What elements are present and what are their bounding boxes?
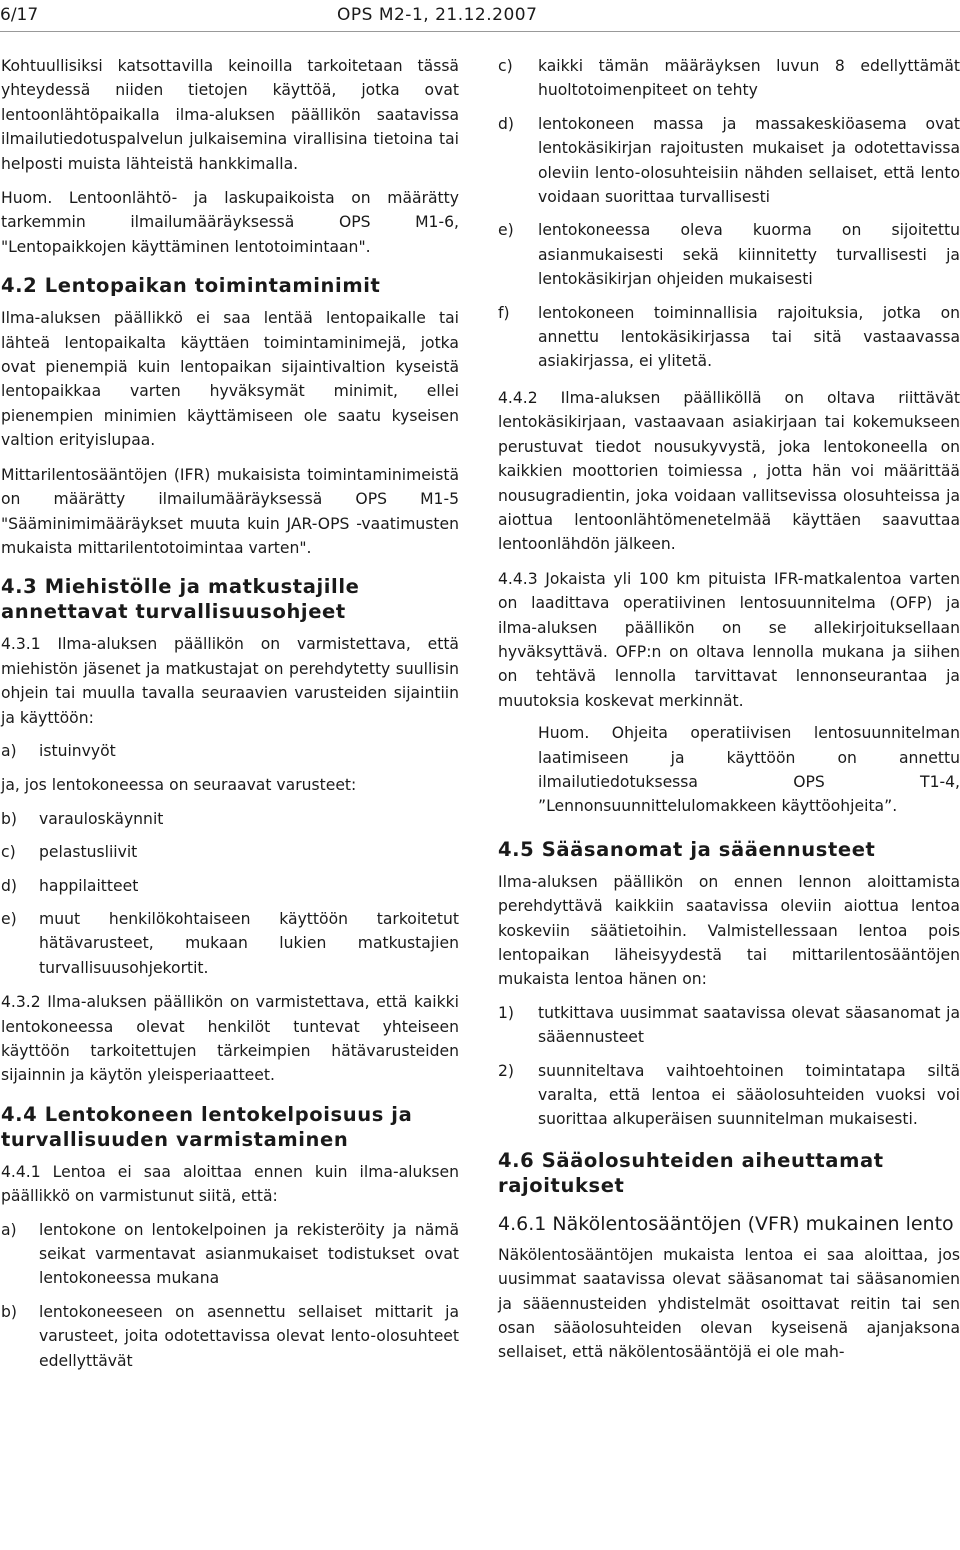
- heading-4-3: 4.3 Miehistölle ja matkustajille annettavat turvallisuusohjeet: [1, 575, 360, 624]
- page-header: [0, 2, 960, 30]
- list-label: d): [498, 114, 514, 133]
- list-text: muut henkilökohtaiseen käyttöön tarkoitetut hätävarusteet, mukaan lukien matkustajien turvallisuusohjekortit.: [39, 909, 459, 977]
- paragraph-4-4-1: 4.4.1 Lentoa ei saa aloittaa ennen kuin ilma-aluksen päällikkö on varmistunut siitä, että:: [1, 1162, 459, 1206]
- list-item-airworthy: [1, 1218, 459, 1291]
- list-text: varauloskäynnit: [39, 809, 164, 828]
- list-label: d): [1, 876, 17, 895]
- heading-4-4: 4.4 Lentokoneen lentokelpoisuus ja turvallisuuden varmistaminen: [1, 1102, 413, 1151]
- list-text: lentokone on lentokelpoinen ja rekisteröity ja nämä seikat varmentavat asianmukaiset todistukset ovat lentokoneessa mukana: [39, 1220, 459, 1288]
- paragraph-equipment-intro: ja, jos lentokoneessa on seuraavat varusteet:: [1, 776, 357, 795]
- list-text: lentokoneen massa ja massakeskiöasema ovat lentokäsikirjan rajoitusten mukaiset ja odotettavissa oleviin lento-olosuhteisiin nähden sellaiset, että lento voidaan suorittaa turvallisesti: [538, 114, 960, 207]
- heading-4-6-1: 4.6.1 Näkölentosääntöjen (VFR) mukainen lento: [498, 1212, 954, 1235]
- paragraph-4-3-2: 4.3.2 Ilma-aluksen päällikön on varmistettava, että kaikki lentokoneessa olevat henkilöt tuntevat yhteiseen käyttöön tarkoitettujen tärkeimpien hätävarusteiden sijainnin ja käytön yleisperiaatteet.: [1, 993, 459, 1085]
- list-text: lentokoneessa oleva kuorma on sijoitettu asianmukaisesti sekä kiinnitetty turvallisesti ja lentokäsikirjan ohjeiden mukaisesti: [538, 221, 960, 289]
- list-item-load: [498, 218, 960, 291]
- list-item-mass: [498, 112, 960, 210]
- list-item-maintenance: [498, 54, 960, 103]
- paragraph-4-6-1: Näkölentosääntöjen mukaista lentoa ei saa aloittaa, jos uusimmat saatavissa olevat sääsanomat tai sääsanomien ja sääennusteiden yhdistelmät osoittavat reitin tai sen osan sääolosuhteiden olevan kyseisenä ajanjaksona sellaiset, että näkölentosääntöjä ei ole mah-: [498, 1245, 960, 1362]
- list-item-instruments: [1, 1300, 459, 1373]
- list-item-1: [498, 1001, 960, 1050]
- list-label: c): [1, 843, 16, 862]
- list-text: suunniteltava vaihtoehtoinen toimintatapa siltä varalta, että lentoa ei sääolosuhteiden vuoksi voi suorittaa alkuperäisen suunnitelman mukaisesti.: [538, 1061, 960, 1129]
- list-item-c: [1, 840, 459, 864]
- list-label: e): [498, 221, 514, 240]
- list-label: e): [1, 909, 17, 928]
- list-item-a: [1, 739, 459, 763]
- paragraph-4-2-b: Mittarilentosääntöjen (IFR) mukaisista toimintaminimeistä on määrätty ilmailumääräyksessä OPS M1-5 "Sääminimimääräykset muuta kuin JAR-OPS -vaatimusten mukaista mittarilentotoimintaa varten".: [1, 465, 459, 557]
- list-item-d: [1, 874, 459, 898]
- list-label: c): [498, 57, 513, 75]
- list-text: kaikki tämän määräyksen luvun 8 edellyttämät huoltotoimenpiteet on tehty: [538, 57, 960, 100]
- list-item-b: [1, 807, 459, 831]
- heading-4-2: 4.2 Lentopaikan toimintaminimit: [1, 274, 381, 298]
- paragraph-4-3-1: 4.3.1 Ilma-aluksen päällikön on varmistettava, että miehistön jäsenet ja matkustajat on perehdytetty suullisin ohjein tai muulla tavalla seuraavien varusteiden sijaintiin ja käyttöön:: [1, 635, 459, 727]
- list-item-e: [1, 907, 459, 980]
- list-label: b): [1, 1302, 17, 1321]
- paragraph-4-4-3: 4.4.3 Jokaista yli 100 km pituista IFR-matkalentoa varten on laadittava operatiivinen lentosuunnitelma (OFP) ja ilma-aluksen päällikön on se allekirjoituksellaan hyväksyttävä. OFP:n on oltava lennolla mukana ja siihen on tehtävä lennolla tarvittavat lennonseurantaa ja muutoksia koskevat merkinnät.: [498, 569, 960, 710]
- list-label: f): [498, 303, 510, 322]
- list-text: lentokoneen toiminnallisia rajoituksia, jotka on annettu lentokäsikirjassa tai sitä vastaavassa asiakirjassa, ei ylitetä.: [538, 303, 960, 371]
- list-label: 1): [498, 1003, 515, 1022]
- list-label: 2): [498, 1061, 515, 1080]
- heading-4-6: 4.6 Sääolosuhteiden aiheuttamat rajoitukset: [498, 1148, 884, 1197]
- header-divider: [0, 31, 960, 32]
- paragraph-means: Kohtuullisiksi katsottavilla keinoilla tarkoitetaan tässä yhteydessä niiden tietojen käyttöä, jotka ovat lentoonlähtöpaikalla ilma-aluksen päällikön saatavissa ilmailutiedotuspalvelun julkaisemina virallisina tietoina tai helposti muista lähteistä hankkimalla.: [1, 57, 459, 173]
- list-label: a): [1, 1220, 17, 1239]
- list-text: lentokoneeseen on asennettu sellaiset mittarit ja varusteet, joita odotettavissa olevat lento-olosuhteet edellyttävät: [39, 1302, 459, 1370]
- note-aerodromes: Huom. Lentoonlähtö- ja laskupaikoista on määrätty tarkemmin ilmailumääräyksessä OPS M1-6, "Lentopaikkojen käyttäminen lentotoimintaan".: [1, 189, 459, 256]
- list-text: istuinvyöt: [39, 741, 116, 760]
- document-title: OPS M2-1, 21.12.2007: [337, 5, 538, 25]
- heading-4-5: 4.5 Sääsanomat ja sääennusteet: [498, 837, 876, 861]
- left-column: [1, 54, 459, 1373]
- list-text: tutkittava uusimmat saatavissa olevat säasanomat ja sääennusteet: [538, 1003, 960, 1047]
- list-text: pelastusliivit: [39, 843, 138, 862]
- paragraph-4-4-2: 4.4.2 Ilma-aluksen päälliköllä on oltava riittävät lentokäsikirjaan, vastaavaan asiakirjaan tai kokemukseen perustuvat tiedot nousukyvystä, joka lentokoneella on kaikkien moottorien toimiessa , jotta hän voi määrittää nousugradientin, joka voidaan vallitsevissa olosuhteissa ja aiottua lentoonlähtömenetelmää käyttäen saavuttaa lentoonlähdön jälkeen.: [498, 388, 960, 554]
- list-item-limitations: [498, 301, 960, 374]
- right-column: [498, 54, 960, 1365]
- list-label: b): [1, 809, 17, 828]
- page-number: 6/17: [0, 5, 39, 25]
- paragraph-4-5: Ilma-aluksen päällikön on ennen lennon aloittamista perehdyttävä kaikkiin saatavissa oleviin aiottua lentoa koskeviin säätietoihin. Valmistellessaan lentoa pois lentopaikan läheisyydestä tai mittarilentosääntöjen mukaista lentoa hänen on:: [498, 872, 960, 989]
- note-flight-plan: Huom. Ohjeita operatiivisen lentosuunnitelman laatimiseen ja käyttöön on annettu ilmailutiedotuksessa OPS T1-4, ”Lennonsuunnittelulomakkeen käyttöohjeita”.: [538, 724, 960, 816]
- list-label: a): [1, 741, 17, 760]
- paragraph-4-2-a: Ilma-aluksen päällikkö ei saa lentää lentopaikalle tai lähteä lentopaikalta käyttäen toimintaminimejä, jotka ovat pienempiä kuin lentopaikan sijaintivaltion kyseistä lentopaikkaa varten hyväksymät minimit, ellei pienempien minimien käyttämiseen ole saatu kyseisen valtion erityislupaa.: [1, 309, 459, 450]
- list-item-2: [498, 1059, 960, 1132]
- list-text: happilaitteet: [39, 876, 139, 895]
